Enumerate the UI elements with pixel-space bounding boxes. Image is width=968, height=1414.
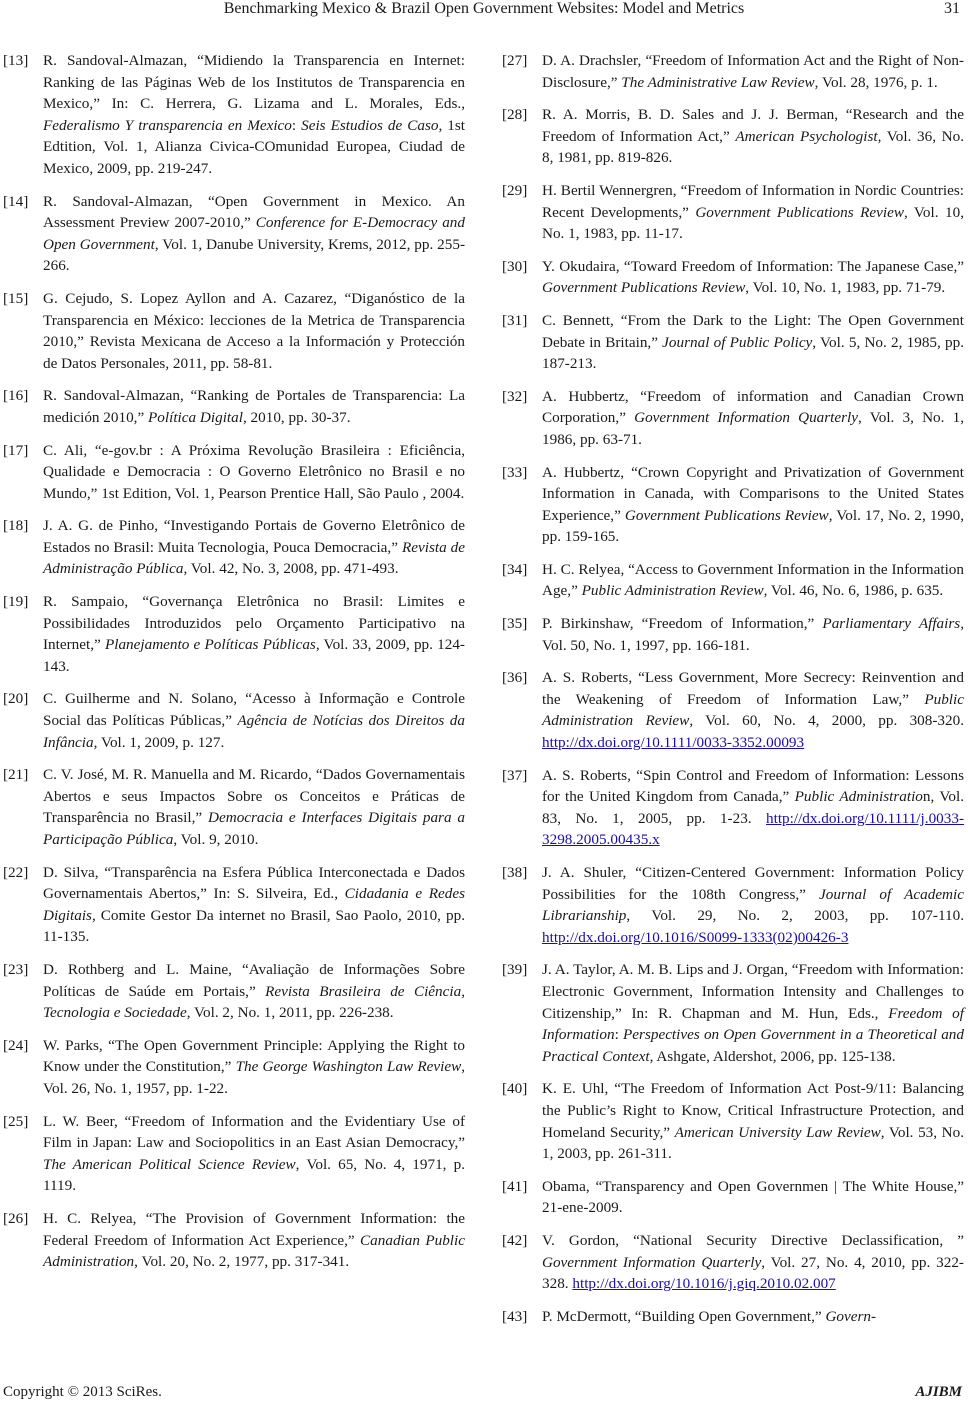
reference-entry <box>3 385 465 428</box>
reference-text: A. S. Roberts, “Spin Control and Freedom of Information: Lessons for the United Kingdom from Canada,” Public Administration, Vol. 83, No. 1, 2005, pp. 1-23. http://dx.doi.org/10.1111/j.0033-3298.2005.00435.x <box>542 766 964 849</box>
reference-text: J. A. Taylor, A. M. B. Lips and J. Organ, “Freedom with Information: Electronic Government, Information Intensity and Challenges to Citizenship,” In: R. Chapman and M. Hun, Eds., Freedom of Information: Perspectives on Open Government in a Theoretical and Practical Context, Ashgate, Aldershot, 2006, pp. 125-138. <box>542 961 964 1065</box>
reference-entry <box>502 104 964 169</box>
reference-number: [42] <box>502 1231 528 1249</box>
reference-text: Obama, “Transparency and Open Governmen | The White House,” 21-ene-2009. <box>542 1177 964 1217</box>
reference-text: J. A. G. de Pinho, “Investigando Portais de Governo Eletrônico de Estados no Brasil: Muita Tecnologia, Pouca Democracia,” Revista de Administração Pública, Vol. 42, No. 3, 2008, pp. 471-493. <box>43 517 465 578</box>
reference-entry <box>3 515 465 580</box>
reference-entry <box>502 559 964 602</box>
reference-text: R. Sampaio, “Governança Eletrônica no Brasil: Limites e Possibilidades Introduzidos pelo Orçamento Participativo na Internet,” Planejamento e Políticas Públicas, Vol. 33, 2009, pp. 124-143. <box>43 593 465 675</box>
reference-number: [29] <box>502 181 528 199</box>
running-title: Benchmarking Mexico & Brazil Open Government Websites: Model and Metrics <box>223 0 745 17</box>
reference-text: C. V. José, M. R. Manuella and M. Ricardo, “Dados Governamentais Abertos e seus Impactos Sobre os Conceitos e Práticas de Transparência no Brasil,” Democracia e Interfaces Digitais para a Participação Pública, Vol. 9, 2010. <box>43 766 465 848</box>
reference-number: [13] <box>3 52 29 69</box>
reference-entry <box>3 50 465 180</box>
reference-number: [40] <box>502 1080 528 1098</box>
reference-entry <box>3 1111 465 1197</box>
reference-number: [36] <box>502 669 528 687</box>
reference-number: [14] <box>3 192 29 210</box>
reference-number: [33] <box>502 463 528 481</box>
reference-number: [32] <box>502 387 528 405</box>
reference-entry <box>3 862 465 948</box>
reference-entry <box>3 764 465 850</box>
reference-number: [23] <box>3 960 29 978</box>
reference-number: [19] <box>3 593 29 611</box>
reference-number: [34] <box>502 560 528 578</box>
reference-entry <box>3 288 465 374</box>
reference-text: D. A. Drachsler, “Freedom of Information Act and the Right of Non-Disclosure,” The Administrative Law Review, Vol. 28, 1976, p. 1. <box>542 52 964 91</box>
reference-text: V. Gordon, “National Security Directive Declassification, ” Government Information Quarterly, Vol. 27, No. 4, 2010, pp. 322-328. http://dx.doi.org/10.1016/j.giq.2010.02.007 <box>542 1231 964 1293</box>
doi-link[interactable]: http://dx.doi.org/10.1111/0033-3352.00093 <box>542 734 805 752</box>
reference-entry <box>502 50 964 93</box>
reference-text: P. Birkinshaw, “Freedom of Information,” Parliamentary Affairs, Vol. 50, No. 1, 1997, pp. 166-181. <box>542 615 964 654</box>
journal-abbreviation: AJIBM <box>915 1384 962 1400</box>
reference-text: W. Parks, “The Open Government Principle: Applying the Right to Know under the Constitution,” The George Washington Law Review, Vol. 26, No. 1, 1957, pp. 1-22. <box>43 1036 465 1097</box>
reference-entry <box>502 1078 964 1164</box>
reference-text: J. A. Shuler, “Citizen-Centered Government: Information Policy Possibilities for the 108th Congress,” Journal of Academic Librarianship, Vol. 29, No. 2, 2003, pp. 107-110. http://dx.doi.org/10.1016/S0099-1333(02)00426-3 <box>542 864 964 946</box>
reference-text: H. C. Relyea, “The Provision of Government Information: the Federal Freedom of Information Act Experience,” Canadian Public Administration, Vol. 20, No. 2, 1977, pp. 317-341. <box>43 1209 465 1271</box>
reference-entry <box>502 1306 964 1328</box>
reference-number: [25] <box>3 1112 29 1130</box>
doi-link[interactable]: http://dx.doi.org/10.1016/j.giq.2010.02.007 <box>572 1275 836 1293</box>
reference-number: [15] <box>3 289 29 307</box>
reference-number: [31] <box>502 311 528 329</box>
reference-text: P. McDermott, “Building Open Government,” Govern- <box>542 1307 877 1325</box>
reference-entry <box>3 1035 465 1100</box>
reference-entry <box>502 862 964 948</box>
reference-entry <box>502 180 964 245</box>
reference-number: [28] <box>502 106 528 124</box>
reference-entry <box>502 462 964 548</box>
reference-number: [41] <box>502 1177 528 1195</box>
reference-number: [39] <box>502 961 528 979</box>
copyright-notice: Copyright © 2013 SciRes. <box>3 1384 162 1400</box>
reference-text: K. E. Uhl, “The Freedom of Information Act Post-9/11: Balancing the Public’s Right to Know, Critical Infrastructure Protection, and Homeland Security,” American University Law Review, Vol. 53, No. 1, 2003, pp. 261-311. <box>542 1080 964 1163</box>
reference-text: C. Bennett, “From the Dark to the Light: The Open Government Debate in Britain,” Journal of Public Policy, Vol. 5, No. 2, 1985, pp. 187-213. <box>542 311 964 373</box>
reference-number: [30] <box>502 257 528 275</box>
reference-entry <box>3 591 465 677</box>
reference-text: R. Sandoval-Almazan, “Ranking de Portales de Transparencia: La medición 2010,” Política Digital, 2010, pp. 30-37. <box>43 387 465 426</box>
reference-number: [24] <box>3 1036 29 1054</box>
page-number: 31 <box>944 0 960 17</box>
reference-entry <box>502 667 964 753</box>
reference-number: [16] <box>3 387 29 405</box>
reference-text: R. Sandoval-Almazan, “Open Government in Mexico. An Assessment Preview 2007-2010,” Conference for E-Democracy and Open Government, Vol. 1, Danube University, Krems, 2012, pp. 255-266. <box>43 192 465 275</box>
reference-number: [20] <box>3 690 29 708</box>
reference-entry <box>502 256 964 299</box>
reference-text: A. Hubbertz, “Freedom of information and Canadian Crown Corporation,” Government Information Quarterly, Vol. 3, No. 1, 1986, pp. 63-71. <box>542 387 965 448</box>
references-column-left <box>3 50 465 1284</box>
reference-text: Y. Okudaira, “Toward Freedom of Information: The Japanese Case,” Government Publications Review, Vol. 10, No. 1, 1983, pp. 71-79. <box>542 257 964 297</box>
reference-entry <box>3 959 465 1024</box>
reference-number: [43] <box>502 1307 528 1325</box>
reference-text: L. W. Beer, “Freedom of Information and the Evidentiary Use of Film in Japan: Law and Sociopolitics in an East Asian Democracy,” The American Political Science Review, Vol. 65, No. 4, 1971, p. 1119. <box>43 1112 465 1195</box>
reference-number: [27] <box>502 52 528 69</box>
reference-text: R. Sandoval-Almazan, “Midiendo la Transparencia en Internet: Ranking de las Páginas Web de los Institutos de Transparencia en Mexico,” In: C. Herrera, G. Lizama and L. Morales, Eds., Federalismo Y transparencia en Mexico: Seis Estudios de Caso, 1st Edtition, Vol. 1, Alianza Civica-COmunidad Europea, Ciudad de Mexico, 2009, pp. 219-247. <box>43 52 465 177</box>
reference-entry <box>3 440 465 505</box>
running-header <box>0 0 968 22</box>
reference-text: C. Guilherme and N. Solano, “Acesso à Informação e Controle Social das Políticas Públicas,” Agência de Notícias dos Direitos da Infância, Vol. 1, 2009, p. 127. <box>43 690 465 751</box>
reference-number: [38] <box>502 864 528 881</box>
doi-link[interactable]: http://dx.doi.org/10.1016/S0099-1333(02)00426-3 <box>542 928 849 946</box>
reference-entry <box>502 310 964 375</box>
reference-entry <box>3 688 465 753</box>
reference-number: [35] <box>502 615 528 633</box>
reference-entry <box>502 765 964 851</box>
reference-number: [21] <box>3 766 29 784</box>
reference-entry <box>502 386 964 451</box>
reference-text: D. Rothberg and L. Maine, “Avaliação de Informações Sobre Políticas de Saúde em Portais,” Revista Brasileira de Ciência, Tecnologia e Sociedade, Vol. 2, No. 1, 2011, pp. 226-238. <box>43 960 465 1022</box>
reference-text: R. A. Morris, B. D. Sales and J. J. Berman, “Research and the Freedom of Information Act,” American Psychologist, Vol. 36, No. 8, 1981, pp. 819-826. <box>542 106 964 167</box>
reference-entry <box>502 1230 964 1295</box>
reference-text: A. Hubbertz, “Crown Copyright and Privatization of Government Information in Canada, with Comparisons to the United States Experience,” Government Publications Review, Vol. 17, No. 2, 1990, pp. 159-165. <box>542 463 964 546</box>
reference-entry <box>3 1208 465 1273</box>
reference-entry <box>502 1176 964 1219</box>
reference-entry <box>502 959 964 1067</box>
reference-text: C. Ali, “e-gov.br : A Próxima Revolução Brasileira : Eficiência, Qualidade e Democracia : O Governo Eletrônico no Brasil e no Mundo,” 1st Edition, Vol. 1, Pearson Prentice Hall, São Paulo , 2004. <box>43 441 465 502</box>
reference-entry <box>502 613 964 656</box>
reference-text: D. Silva, “Transparência na Esfera Pública Interconectada e Dados Governamentais Abertos,” In: S. Silveira, Ed., Cidadania e Redes Digitais, Comite Gestor Da internet no Brasil, Sao Paolo, 2010, pp. 11-135. <box>43 863 465 946</box>
page-footer <box>0 1384 968 1408</box>
doi-link[interactable]: http://dx.doi.org/10.1111/j.0033-3298.2005.00435.x <box>542 809 964 849</box>
reference-text: H. C. Relyea, “Access to Government Information in the Information Age,” Public Administration Review, Vol. 46, No. 6, 1986, p. 635. <box>542 560 964 600</box>
reference-number: [18] <box>3 517 29 535</box>
references-column-right <box>502 50 964 1338</box>
reference-number: [22] <box>3 863 29 881</box>
reference-entry <box>3 191 465 277</box>
reference-number: [37] <box>502 766 528 784</box>
reference-text: A. S. Roberts, “Less Government, More Secrecy: Reinvention and the Weakening of Freedom of Information Law,” Public Administration Review, Vol. 60, No. 4, 2000, pp. 308-320. http://dx.doi.org/10.1111/0033-3352.00093 <box>542 669 965 752</box>
reference-number: [26] <box>3 1209 29 1227</box>
reference-number: [17] <box>3 441 29 459</box>
reference-text: G. Cejudo, S. Lopez Ayllon and A. Cazarez, “Diganóstico de la Transparencia en México: lecciones de la Metrica de Transparencia 2010,” Revista Mexicana de Acceso a la Información y Protección de Datos Personales, 2011, pp. 58-81. <box>43 289 465 372</box>
reference-text: H. Bertil Wennergren, “Freedom of Information in Nordic Countries: Recent Developments,” Government Publications Review, Vol. 10, No. 1, 1983, pp. 11-17. <box>542 181 964 243</box>
